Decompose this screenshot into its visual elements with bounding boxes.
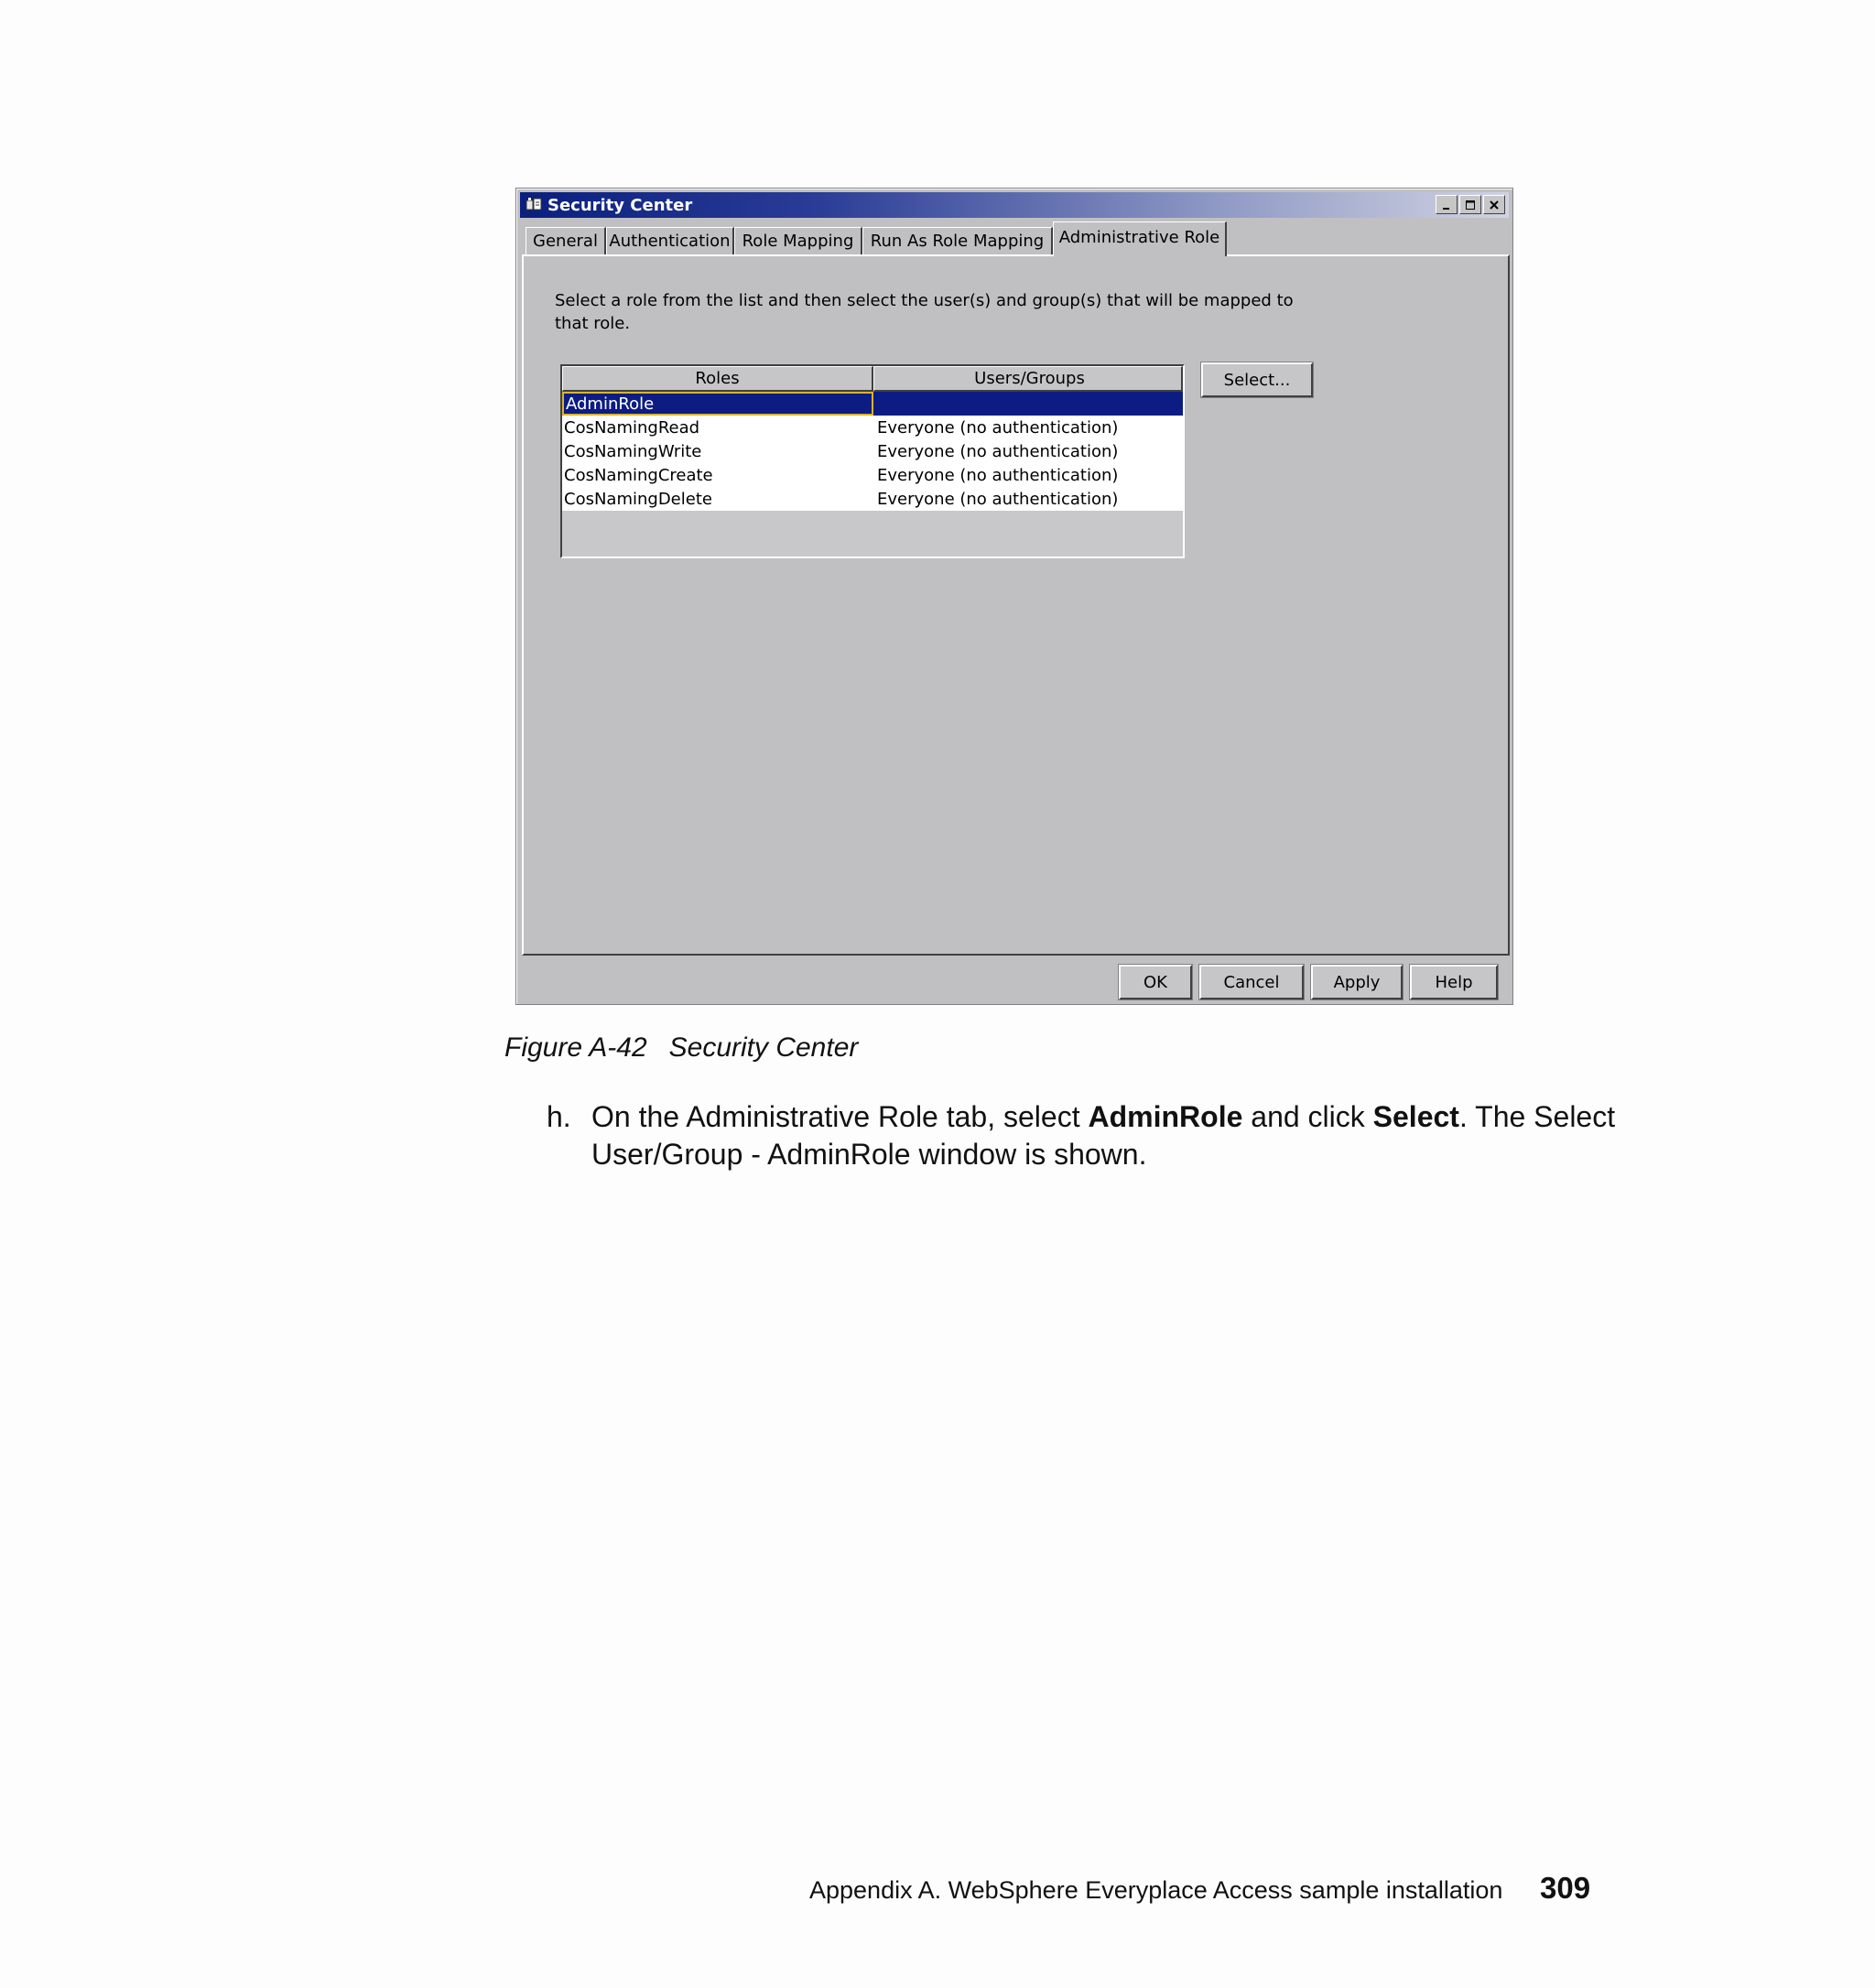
role-cell: CosNamingCreate — [564, 465, 713, 485]
dialog-button-bar — [520, 958, 1509, 1000]
tab-authentication[interactable] — [606, 227, 734, 254]
tab-role-mapping[interactable] — [734, 227, 862, 254]
security-center-window — [515, 188, 1513, 1005]
users-cell: Everyone (no authentication) — [877, 489, 1119, 509]
step-bold-adminrole: AdminRole — [1088, 1100, 1243, 1133]
step-bold-select: Select — [1372, 1100, 1459, 1133]
maximize-icon[interactable] — [1459, 195, 1481, 214]
table-row[interactable] — [562, 463, 1183, 487]
users-cell: Everyone (no authentication) — [877, 465, 1119, 485]
table-row[interactable] — [562, 416, 1183, 439]
app-icon — [524, 196, 544, 214]
figure-number: Figure A-42 — [504, 1032, 647, 1063]
users-cell: Everyone (no authentication) — [877, 417, 1119, 438]
role-cell: AdminRole — [562, 392, 873, 416]
step-text-part: and click — [1242, 1100, 1373, 1133]
figure-title: Security Center — [668, 1032, 859, 1063]
tab-label: Run As Role Mapping — [870, 232, 1045, 251]
tab-label: Role Mapping — [742, 232, 854, 251]
figure-caption — [504, 1032, 858, 1064]
step-letter: h. — [547, 1100, 571, 1133]
users-cell — [873, 392, 1183, 416]
instructions-text: Select a role from the list and then select the user(s) and group(s) that will be mapped to that role. — [555, 291, 1294, 333]
title-bar — [520, 192, 1509, 218]
column-header-roles[interactable]: Roles — [562, 366, 873, 392]
table-row[interactable] — [562, 392, 1183, 416]
table-header — [562, 366, 1183, 392]
tab-label: Authentication — [609, 232, 731, 251]
apply-button[interactable]: Apply — [1311, 965, 1403, 999]
roles-table — [560, 364, 1185, 558]
running-footer: Appendix A. WebSphere Everyplace Access sample installation — [809, 1876, 1503, 1904]
cancel-button[interactable]: Cancel — [1199, 965, 1304, 999]
tab-panel — [522, 254, 1510, 956]
window-controls — [1436, 195, 1505, 214]
window-title: Security Center — [547, 195, 693, 215]
tab-administrative-role[interactable] — [1053, 221, 1227, 256]
column-header-users-groups[interactable]: Users/Groups — [873, 366, 1183, 392]
table-row[interactable] — [562, 487, 1183, 511]
tab-label: General — [533, 232, 598, 251]
role-cell: CosNamingDelete — [564, 489, 712, 509]
tab-run-as-role-mapping[interactable] — [862, 227, 1053, 254]
role-cell: CosNamingWrite — [564, 441, 702, 461]
help-button[interactable]: Help — [1410, 965, 1498, 999]
tab-general[interactable] — [526, 227, 606, 254]
users-cell: Everyone (no authentication) — [877, 441, 1119, 461]
step-text — [591, 1098, 1635, 1173]
select-button[interactable]: Select... — [1201, 362, 1313, 397]
tab-label: Administrative Role — [1058, 228, 1220, 247]
minimize-icon[interactable] — [1436, 195, 1458, 214]
close-icon[interactable] — [1483, 195, 1505, 214]
step-text-part: On the Administrative Role tab, select — [591, 1100, 1089, 1133]
step-text-part: . The Select User/Group - AdminRole window is shown. — [591, 1100, 1616, 1171]
ok-button[interactable]: OK — [1119, 965, 1192, 999]
role-cell: CosNamingRead — [564, 417, 700, 438]
page-number: 309 — [1540, 1871, 1591, 1905]
table-body — [562, 392, 1183, 511]
table-row[interactable] — [562, 439, 1183, 463]
